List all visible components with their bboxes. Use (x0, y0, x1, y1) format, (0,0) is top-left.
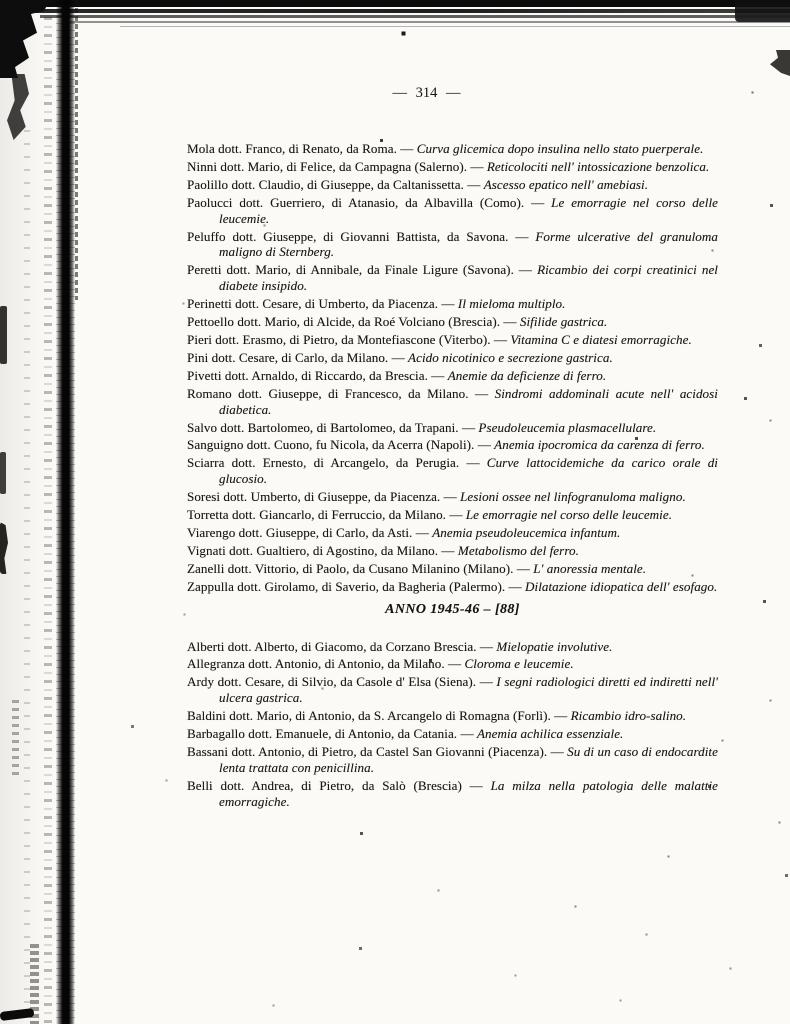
directory-entry: Perinetti dott. Cesare, di Umberto, da Piacenza. — Il mieloma multiplo. (187, 296, 566, 312)
entry-person: Alberti dott. Alberto, di Giacomo, da Corzano Brescia. (187, 638, 477, 654)
entry-thesis-title: Anemia pseudoleucemica infantum. (432, 524, 621, 540)
entry-person: Mola dott. Franco, di Renato, da Roma. (187, 141, 397, 156)
entry-person: Bassani dott. Antonio, di Pietro, da Castel San Giovanni (Piacenza). (187, 744, 548, 759)
entry-thesis-title: Lesioni ossee nel linfogranuloma maligno. (460, 489, 686, 505)
directory-entry: Pini dott. Cesare, di Carlo, da Milano. — Acido nicotinico e secrezione gastrica. (187, 349, 613, 365)
directory-entry: Torretta dott. Giancarlo, di Ferruccio, da Milano. — Le emorragie nel corso delle leucemie. (187, 507, 673, 523)
scan-binding-speckles (24, 130, 30, 1024)
entry-person: Pini dott. Cesare, di Carlo, da Milano. (187, 349, 389, 365)
entry-person: Barbagallo dott. Emanuele, di Antonio, da Catania. (187, 726, 458, 742)
entry-person: Peretti dott. Mario, di Annibale, da Finale Ligure (Savona). (187, 262, 514, 278)
entries-section-anno-1945-46 (187, 639, 718, 810)
scan-binding-strip-light (44, 0, 52, 1024)
scan-dust-specks (0, 0, 1, 1)
entry-person: Viarengo dott. Giuseppe, di Carlo, da Asti. (187, 524, 413, 540)
entry-thesis-title: Le emorragie nel corso delle leucemie. (219, 194, 718, 226)
directory-entry: Pettoello dott. Mario, di Alcide, da Roé Volciano (Brescia). — Sifilide gastrica. (187, 314, 608, 330)
scan-binding-strip (56, 0, 75, 1024)
scan-edge-blob (12, 700, 19, 780)
directory-entry: Baldini dott. Mario, di Antonio, da S. Arcangelo di Romagna (Forlì). — Ricambio idro-salino. (187, 708, 687, 724)
scan-margin-shadow (0, 0, 58, 1024)
scan-blob-top-left (0, 0, 50, 78)
page-number: — 314 — (392, 85, 461, 101)
directory-entry: Barbagallo dott. Emanuele, di Antonio, da Catania. — Anemia achilica essenziale. (187, 726, 624, 742)
scan-top-streak-icon (34, 9, 790, 13)
directory-entry: Belli dott. Andrea, di Pietro, da Salò (Brescia) — La milza nella patologia delle malattie emorragiche. (187, 777, 719, 809)
page-content (187, 86, 718, 812)
entry-person: Allegranza dott. Antonio, di Antonio, da Milano. (187, 656, 445, 672)
entry-thesis-title: Acido nicotinico e secrezione gastrica. (408, 349, 613, 365)
entry-thesis-title: Vitamina C e diatesi emorragiche. (510, 331, 692, 347)
directory-entry: Viarengo dott. Giuseppe, di Carlo, da Asti. — Anemia pseudoleucemica infantum. (187, 524, 621, 540)
entry-thesis-title: Mielopatie involutive. (496, 638, 613, 654)
directory-entry: Peretti dott. Mario, di Annibale, da Finale Ligure (Savona). — Ricambio dei corpi creatinici nel diabete insipido. (187, 262, 718, 294)
directory-entry: Soresi dott. Umberto, di Giuseppe, da Piacenza. — Lesioni ossee nel linfogranuloma maligno. (187, 489, 686, 505)
entry-thesis-title: Anemia achilica essenziale. (476, 726, 624, 742)
entry-thesis-title: Curve lattocidemiche da carico orale di glucosio. (219, 455, 718, 487)
entry-thesis-title: Sindromi addominali acute nell' acidosi diabetica. (219, 385, 718, 417)
entry-thesis-title: Curva glicemica dopo insulina nello stato puerperale. (416, 141, 704, 156)
directory-entry: Ninni dott. Mario, di Felice, da Campagna (Salerno). — Reticolociti nell' intossicazione benzolica. (187, 158, 710, 174)
scan-top-streak-icon (40, 15, 790, 18)
entry-person: Torretta dott. Giancarlo, di Ferruccio, da Milano. (187, 507, 447, 523)
entry-person: Ardy dott. Cesare, di Silvio, da Casole d' Elsa (Siena). (187, 674, 477, 690)
directory-entry: Vignati dott. Gualtiero, di Agostino, da Milano. — Metabolismo del ferro. (187, 542, 579, 558)
entry-person: Zappulla dott. Girolamo, di Saverio, da Bagheria (Palermo). (187, 578, 506, 594)
entry-thesis-title: Metabolismo del ferro. (457, 542, 579, 558)
scan-edge-blob (0, 306, 7, 364)
directory-entry: Paolillo dott. Claudio, di Giuseppe, da Caltanissetta. — Ascesso epatico nell' amebiasi. (187, 176, 649, 192)
entry-thesis-title: Anemia ipocromica da carenza di ferro. (494, 437, 705, 453)
scan-edge-blob (30, 944, 39, 1024)
directory-entry: Pieri dott. Erasmo, di Pietro, da Montefiascone (Viterbo). — Vitamina C e diatesi emorragiche. (187, 331, 692, 347)
directory-entry: Sciarra dott. Ernesto, di Arcangelo, da Perugia. — Curve lattocidemiche da carico orale di glucosio. (187, 455, 718, 487)
entry-thesis-title: I segni radiologici diretti ed indiretti nell' ulcera gastrica. (219, 674, 718, 706)
entry-person: Soresi dott. Umberto, di Giuseppe, da Piacenza. (187, 489, 441, 505)
scan-edge-top-band (0, 0, 790, 7)
entries-section-first (187, 141, 718, 595)
entry-person: Peluffo dott. Giuseppe, di Giovanni Battista, da Savona. (187, 228, 509, 244)
directory-entry: Allegranza dott. Antonio, di Antonio, da Milano. — Cloroma e leucemie. (187, 656, 574, 672)
scan-smear-bottom-left (0, 1008, 34, 1021)
entry-person: Belli dott. Andrea, di Pietro, da Salò (Brescia) (187, 777, 462, 793)
entry-thesis-title: Ascesso epatico nell' amebiasi. (483, 176, 649, 192)
entry-person: Baldini dott. Mario, di Antonio, da S. Arcangelo di Romagna (Forlì). (187, 708, 551, 724)
entry-person: Ninni dott. Mario, di Felice, da Campagna (Salerno). (187, 158, 468, 174)
directory-entry: Pivetti dott. Arnaldo, di Riccardo, da Brescia. — Anemie da deficienze di ferro. (187, 367, 607, 383)
directory-entry: Paolucci dott. Guerriero, di Atanasio, da Albavilla (Como). — Le emorragie nel corso delle leucemie. (187, 194, 718, 226)
entry-person: Sciarra dott. Ernesto, di Arcangelo, da Perugia. (187, 455, 460, 471)
entry-person: Pivetti dott. Arnaldo, di Riccardo, da Brescia. (187, 367, 428, 383)
scan-binding-fringe (75, 0, 78, 300)
scan-edge-top-right-patch (735, 0, 790, 22)
entry-thesis-title: Ricambio idro-salino. (570, 708, 687, 724)
directory-entry: Salvo dott. Bartolomeo, di Bartolomeo, da Trapani. — Pseudoleucemia plasmacellulare. (187, 419, 657, 435)
scan-blob-top-right (770, 50, 790, 76)
directory-entry: Alberti dott. Alberto, di Giacomo, da Corzano Brescia. — Mielopatie involutive. (187, 638, 613, 654)
entry-thesis-title: Cloroma e leucemie. (464, 656, 574, 672)
entry-person: Pieri dott. Erasmo, di Pietro, da Montefiascone (Viterbo). (187, 331, 491, 347)
entry-person: Zanelli dott. Vittorio, di Paolo, da Cusano Milanino (Milano). (187, 560, 514, 576)
entry-thesis-title: Anemie da deficienze di ferro. (447, 367, 607, 383)
scan-top-streak-icon (120, 26, 790, 27)
directory-entry: Zanelli dott. Vittorio, di Paolo, da Cusano Milanino (Milano). — L' anoressia mentale. (187, 560, 647, 576)
directory-entry: Romano dott. Giuseppe, di Francesco, da Milano. — Sindromi addominali acute nell' acidosi diabetica. (187, 385, 718, 417)
entry-thesis-title: L' anoressia mentale. (533, 560, 647, 576)
entry-person: Romano dott. Giuseppe, di Francesco, da Milano. (187, 385, 469, 401)
entry-thesis-title: Sifilide gastrica. (519, 314, 608, 330)
entry-thesis-title: Su di un caso di endocardite lenta trattata con penicillina. (219, 744, 718, 775)
directory-entry: Sanguigno dott. Cuono, fu Nicola, da Acerra (Napoli). — Anemia ipocromica da carenza di ferro. (187, 437, 705, 453)
entry-thesis-title: La milza nella patologia delle malattie emorragiche. (219, 777, 719, 809)
directory-entry: Ardy dott. Cesare, di Silvio, da Casole d' Elsa (Siena). — I segni radiologici diretti ed indiretti nell' ulcera gastrica. (187, 674, 718, 706)
scan-top-streak-icon (62, 21, 790, 23)
entry-person: Sanguigno dott. Cuono, fu Nicola, da Acerra (Napoli). (187, 437, 475, 453)
scan-edge-blob (0, 452, 6, 494)
entry-thesis-title: Reticolociti nell' intossicazione benzolica. (486, 158, 710, 174)
entry-person: Paolillo dott. Claudio, di Giuseppe, da Caltanissetta. (187, 176, 464, 192)
entry-thesis-title: Il mieloma multiplo. (457, 296, 566, 312)
entry-person: Pettoello dott. Mario, di Alcide, da Roé Volciano (Brescia). (187, 314, 501, 330)
entry-person: Paolucci dott. Guerriero, di Atanasio, da Albavilla (Como). (187, 194, 525, 210)
entry-thesis-title: Forme ulcerative del granuloma maligno di Sternberg. (219, 228, 719, 260)
directory-entry: Bassani dott. Antonio, di Pietro, da Castel San Giovanni (Piacenza). — Su di un caso di endocardite lenta trattata con penicillina. (187, 744, 718, 775)
directory-entry: Zappulla dott. Girolamo, di Saverio, da Bagheria (Palermo). — Dilatazione idiopatica dell' esofago. (187, 578, 718, 594)
scan-blob-top-left (7, 74, 29, 140)
entry-person: Vignati dott. Gualtiero, di Agostino, da Milano. (187, 542, 439, 558)
scan-edge-blob (0, 522, 8, 574)
directory-entry: Peluffo dott. Giuseppe, di Giovanni Battista, da Savona. — Forme ulcerative del granuloma maligno di Sternberg. (187, 228, 719, 260)
section-heading-anno-1945-46: ANNO 1945-46 – [88] (385, 601, 520, 617)
entry-person: Salvo dott. Bartolomeo, di Bartolomeo, da Trapani. (187, 419, 459, 435)
entry-thesis-title: Ricambio dei corpi creatinici nel diabete insipido. (219, 262, 718, 294)
directory-entry: Mola dott. Franco, di Renato, da Roma. — Curva glicemica dopo insulina nello stato puerperale. (187, 141, 704, 156)
entry-thesis-title: Le emorragie nel corso delle leucemie. (465, 507, 673, 523)
entry-thesis-title: Dilatazione idiopatica dell' esofago. (525, 578, 718, 594)
entry-person: Perinetti dott. Cesare, di Umberto, da Piacenza. (187, 296, 439, 312)
entry-thesis-title: Pseudoleucemia plasmacellulare. (478, 419, 657, 435)
